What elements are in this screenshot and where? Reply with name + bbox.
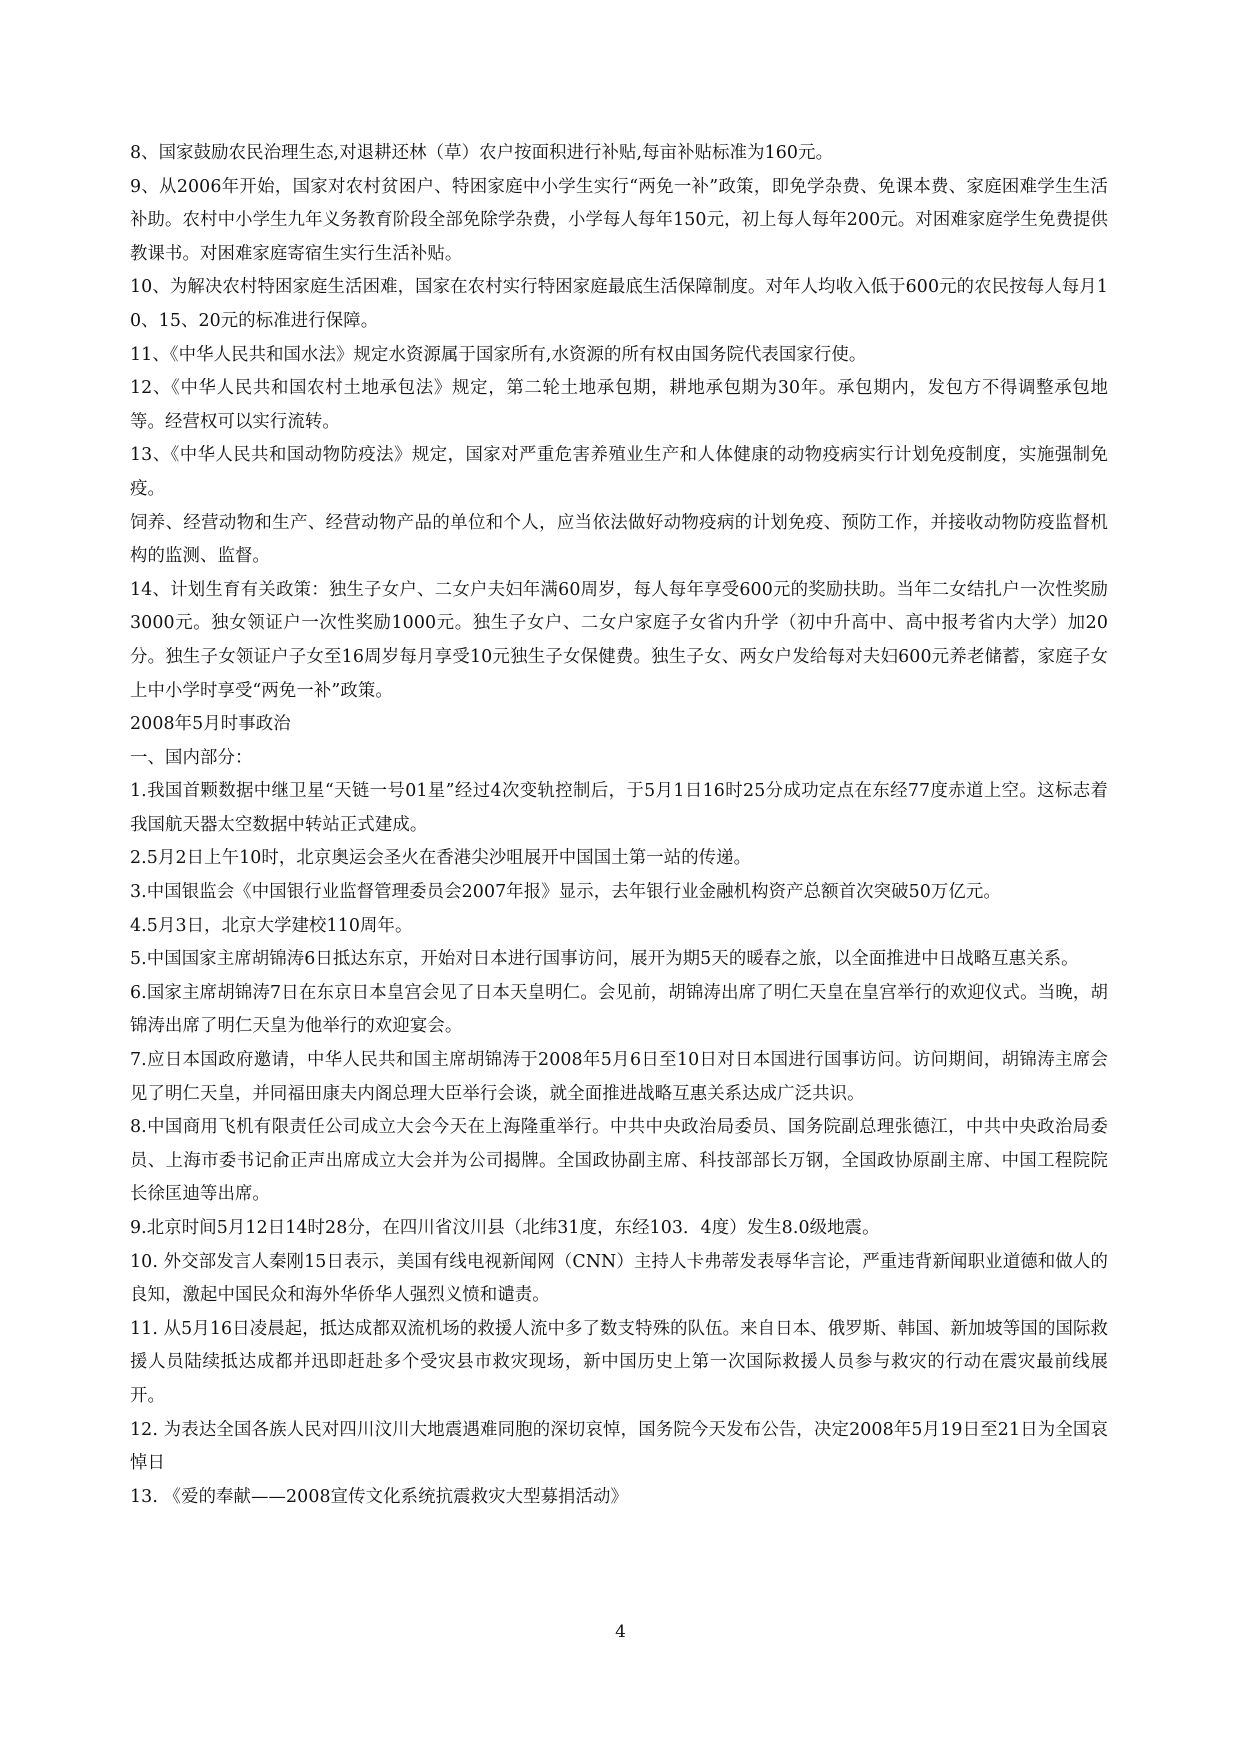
paragraph-item-13: 13、《中华人民共和国动物防疫法》规定，国家对严重危害养殖业生产和人体健康的动物疫病实行计划免疫制度，实施强制免疫。 (130, 445, 1108, 499)
news-item-8: 8.中国商用飞机有限责任公司成立大会今天在上海隆重举行。中共中央政治局委员、国务院副总理张德江，中共中央政治局委员、上海市委书记俞正声出席成立大会并为公司揭牌。全国政协副主席、科技部部长万钢，全国政协原副主席、中国工程院院长徐匡迪等出席。 (130, 1117, 1108, 1205)
news-item-13: 13. 《爱的奉献——2008宣传文化系统抗震救灾大型募捐活动》 (130, 1486, 629, 1507)
news-item-12: 12. 为表达全国各族人民对四川汶川大地震遇难同胞的深切哀悼，国务院今天发布公告，决定2008年5月19日至21日为全国哀悼日 (130, 1419, 1108, 1474)
news-item-5: 5.中国国家主席胡锦涛6日抵达东京，开始对日本进行国事访问，展开为期5天的暖春之旅，以全面推进中日战略互惠关系。 (130, 949, 1079, 970)
page-number: 4 (615, 1622, 626, 1642)
paragraph-item-13-continued: 饲养、经营动物和生产、经营动物产品的单位和个人，应当依法做好动物疫病的计划免疫、预防工作，并接收动物防疫监督机构的监测、监督。 (130, 512, 1108, 567)
news-item-11: 11. 从5月16日凌晨起，抵达成都双流机场的救援人流中多了数支特殊的队伍。来自日本、俄罗斯、韩国、新加坡等国的国际救援人员陆续抵达成都并迅即赶赴多个受灾县市救灾现场，新中国历史上第一次国际救援人员参与救灾的行动在震灾最前线展开。 (130, 1318, 1108, 1406)
news-item-3: 3.中国银监会《中国银行业监督管理委员会2007年报》显示，去年银行业金融机构资产总额首次突破50万亿元。 (130, 882, 1001, 903)
section-heading-2008-may: 2008年5月时事政治 (130, 714, 291, 735)
news-item-2: 2.5月2日上午10时，北京奥运会圣火在香港尖沙咀展开中国国土第一站的传递。 (130, 848, 752, 869)
paragraph-item-9: 9、从2006年开始，国家对农村贫困户、特困家庭中小学生实行“两免一补”政策，即免学杂费、免课本费、家庭困难学生生活补助。农村中小学生九年义务教育阶段全部免除学杂费，小学每人每年150元，初上每人每年200元。对困难家庭学生免费提供教课书。对困难家庭寄宿生实行生活补贴。 (130, 176, 1108, 264)
news-item-7: 7.应日本国政府邀请，中华人民共和国主席胡锦涛于2008年5月6日至10日对日本国进行国事访问。访问期间，胡锦涛主席会见了明仁天皇，并同福田康夫内阁总理大臣举行会谈，就全面推进战略互惠关系达成广泛共识。 (130, 1050, 1108, 1104)
news-item-6: 6.国家主席胡锦涛7日在东京日本皇宫会见了日本天皇明仁。会见前，胡锦涛出席了明仁天皇在皇宫举行的欢迎仪式。当晚，胡锦涛出席了明仁天皇为他举行的欢迎宴会。 (130, 982, 1108, 1037)
document-body (130, 137, 1108, 1514)
paragraph-item-14: 14、计划生育有关政策：独生子女户、二女户夫妇年满60周岁，每人每年享受600元的奖励扶助。当年二女结扎户一次性奖励3000元。独女领证户一次性奖励1000元。独生子女户、二女户家庭子女省内升学（初中升高中、高中报考省内大学）加20分。独生子女领证户子女至16周岁每月享受10元独生子女保健费。独生子女、两女户发给每对夫妇600元养老储蓄，家庭子女上中小学时享受“两免一补”政策。 (130, 579, 1108, 701)
news-item-10: 10. 外交部发言人秦刚15日表示，美国有线电视新闻网（CNN）主持人卡弗蒂发表辱华言论，严重违背新闻职业道德和做人的良知，激起中国民众和海外华侨华人强烈义愤和谴责。 (130, 1251, 1108, 1306)
paragraph-item-10: 10、为解决农村特困家庭生活困难，国家在农村实行特困家庭最底生活保障制度。对年人均收入低于600元的农民按每人每月10、15、20元的标准进行保障。 (130, 277, 1108, 331)
news-item-9: 9.北京时间5月12日14时28分，在四川省汶川县（北纬31度，东经103．4度）发生8.0级地震。 (130, 1218, 880, 1238)
paragraph-item-8: 8、国家鼓励农民治理生态,对退耕还林（草）农户按面积进行补贴,每亩补贴标准为160元。 (130, 143, 834, 163)
news-item-1: 1.我国首颗数据中继卫星“天链一号01星”经过4次变轨控制后，于5月1日16时25分成功定点在东经77度赤道上空。这标志着我国航天器太空数据中转站正式建成。 (130, 781, 1108, 835)
paragraph-item-12: 12、《中华人民共和国农村土地承包法》规定，第二轮土地承包期，耕地承包期为30年。承包期内，发包方不得调整承包地等。经营权可以实行流转。 (130, 378, 1108, 432)
paragraph-item-11: 11、《中华人民共和国水法》规定水资源属于国家所有,水资源的所有权由国务院代表国家行使。 (130, 344, 867, 365)
news-item-4: 4.5月3日，北京大学建校110周年。 (130, 915, 413, 936)
subsection-heading-domestic: 一、国内部分： (130, 747, 253, 768)
